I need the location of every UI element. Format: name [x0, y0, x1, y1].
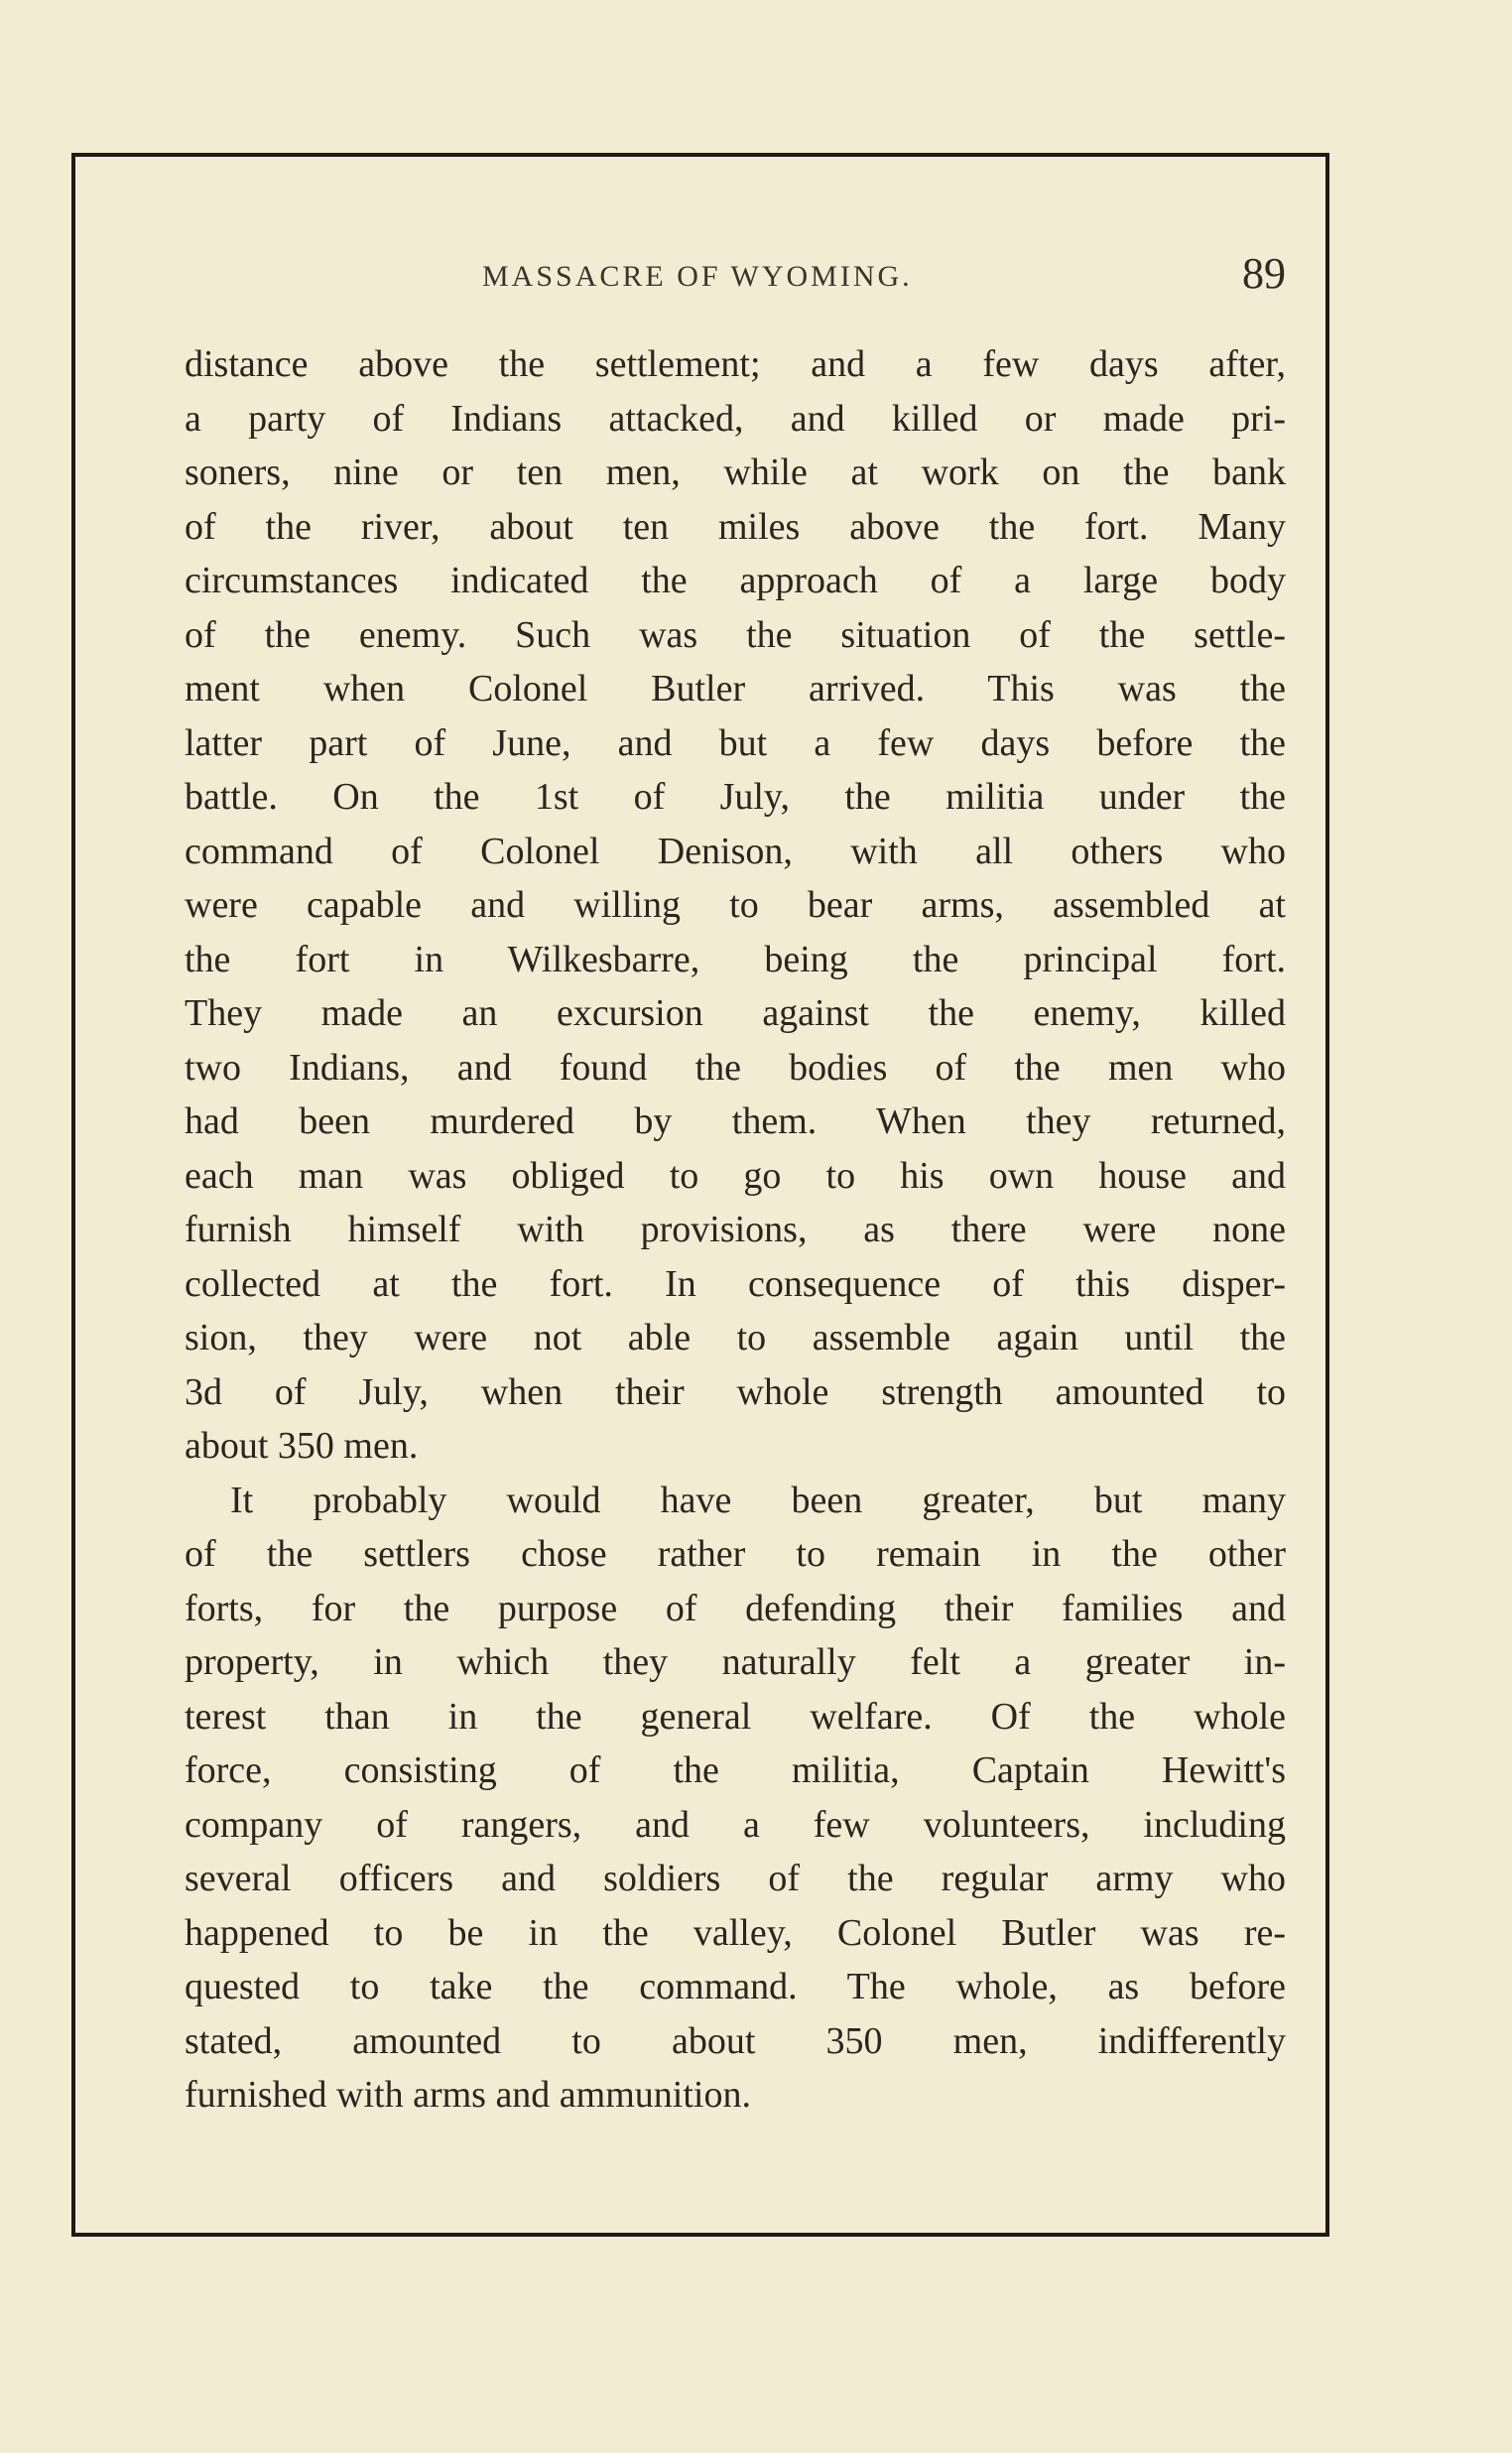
page-border-right: [1325, 153, 1329, 2237]
text-line: the fort in Wilkesbarre, being the principal fort.: [185, 938, 1286, 980]
text-line: of the river, about ten miles above the fort. Many: [185, 505, 1286, 548]
text-line: company of rangers, and a few volunteers, including: [185, 1803, 1286, 1846]
text-line: circumstances indicated the approach of a large body: [185, 560, 1286, 601]
page-border-bottom: [71, 2233, 1329, 2237]
text-line: property, in which they naturally felt a greater in-: [185, 1641, 1286, 1683]
text-line: happened to be in the valley, Colonel Butler was re-: [185, 1911, 1286, 1954]
text-line: each man was obliged to go to his own house and: [185, 1154, 1286, 1197]
text-line: about 350 men.: [185, 1425, 419, 1467]
text-line: 3d of July, when their whole strength amounted to: [185, 1370, 1286, 1413]
text-line: furnish himself with provisions, as there were none: [185, 1209, 1286, 1250]
text-line: terest than in the general welfare. Of the whole: [185, 1695, 1286, 1738]
text-line: distance above the settlement; and a few days after,: [185, 343, 1286, 385]
text-line: forts, for the purpose of defending their families and: [185, 1587, 1286, 1629]
page-border-top: [71, 153, 1329, 157]
text-line: They made an excursion against the enemy, killed: [185, 992, 1286, 1034]
text-line: It probably would have been greater, but many: [230, 1479, 1286, 1521]
text-line: of the settlers chose rather to remain in the other: [185, 1533, 1286, 1575]
text-line: latter part of June, and but a few days before the: [185, 721, 1286, 764]
text-line: ment when Colonel Butler arrived. This was the: [185, 668, 1286, 710]
text-line: a party of Indians attacked, and killed or made pri-: [185, 397, 1286, 440]
text-line: had been murdered by them. When they returned,: [185, 1100, 1286, 1142]
text-line: quested to take the command. The whole, as before: [185, 1966, 1286, 2007]
text-line: stated, amounted to about 350 men, indifferently: [185, 2019, 1286, 2062]
text-line: several officers and soldiers of the regular army who: [185, 1858, 1286, 1899]
body-text: [185, 337, 1286, 2123]
text-line: collected at the fort. In consequence of this disper-: [185, 1262, 1286, 1305]
text-line: command of Colonel Denison, with all others who: [185, 830, 1286, 872]
text-line: two Indians, and found the bodies of the men who: [185, 1046, 1286, 1089]
text-line: force, consisting of the militia, Captain Hewitt's: [185, 1749, 1286, 1791]
running-title: MASSACRE OF WYOMING.: [482, 260, 913, 293]
text-line: furnished with arms and ammunition.: [185, 2074, 751, 2116]
page-number: 89: [1242, 249, 1286, 298]
text-line: sion, they were not able to assemble again until the: [185, 1317, 1286, 1358]
text-line: were capable and willing to bear arms, assembled at: [185, 884, 1286, 926]
text-line: of the enemy. Such was the situation of the settle-: [185, 613, 1286, 656]
text-line: soners, nine or ten men, while at work on the bank: [185, 452, 1286, 493]
page-border-left: [71, 153, 75, 2237]
running-head: [185, 248, 1286, 308]
text-line: battle. On the 1st of July, the militia under the: [185, 776, 1286, 818]
